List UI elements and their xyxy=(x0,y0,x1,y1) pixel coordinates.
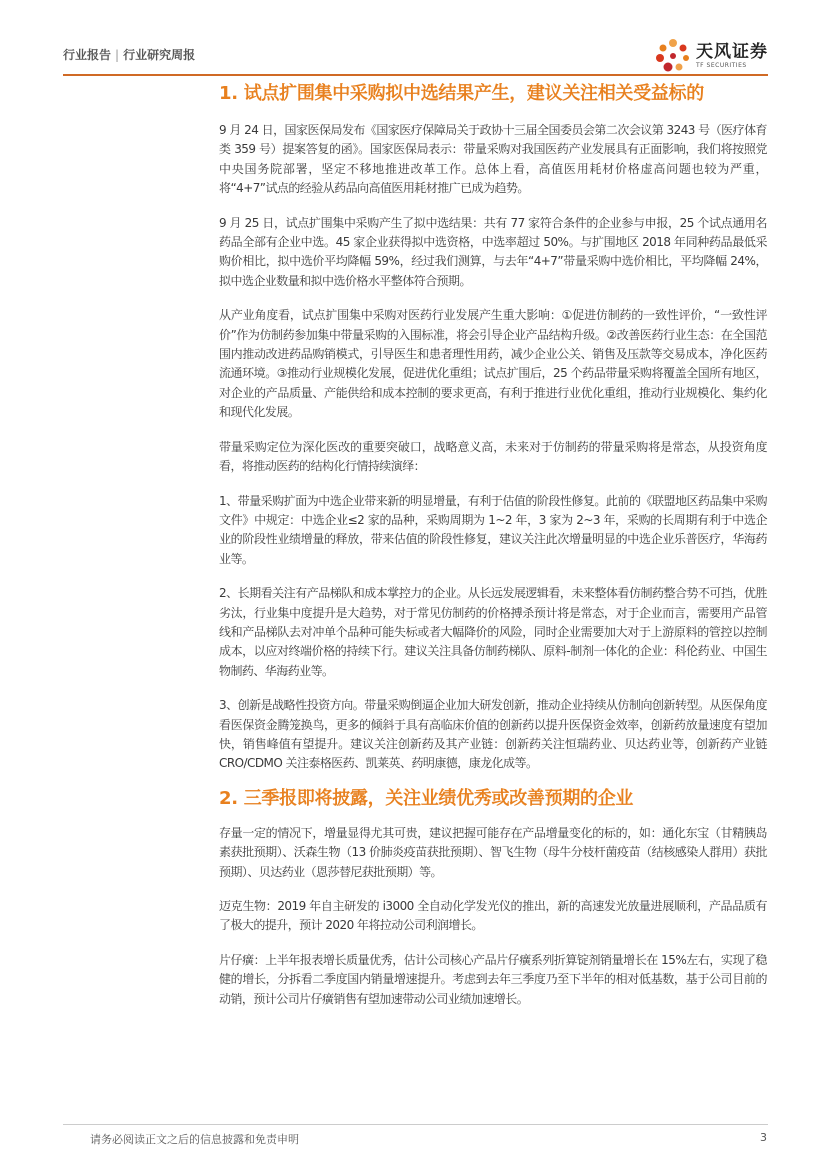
section-1-paragraph-3: 从产业角度看，试点扩围集中采购对医药行业发展产生重大影响：①促进仿制药的一致性评价，“一致性评价”作为仿制药参加集中带量采购的入围标准，将会引导企业产品结构升级。②改善医药行业生态：在全国范围内推动改进药品购销模式，引导医生和患者理性用药，减少企业公关、销售及压款等交易成本，净化医药流通环境。③推动行业规模化发展，促进优化重组；试点扩围后，25 个药品带量采购将覆盖全国所有地区，对企业的产品质量、产能供给和成本控制的要求更高，有利于推进行业优化重组，推动行业规模化、集约化和现代化发展。 xyxy=(219,308,767,420)
section-1-paragraph-6: 2、长期看关注有产品梯队和成本掌控力的企业。从长远发展逻辑看，未来整体看仿制药整合势不可挡，优胜劣汰，行业集中度提升是大趋势，对于常见仿制药的价格搏杀预计将是常态，对于企业而言，需要用产品管线和产品梯队去对冲单个品种可能失标或者大幅降价的风险，同时企业需要加大对于上游原料的管控以控制成本，以应对终端价格的持续下行。建议关注具备仿制药梯队、原料-制剂一体化的企业：科伦药业、中国生物制药、华海药业等。 xyxy=(219,586,767,678)
breadcrumb xyxy=(63,46,195,63)
section-1-paragraph-2: 9 月 25 日，试点扩围集中采购产生了拟中选结果：共有 77 家符合条件的企业参与申报，25 个试点通用名药品全部有企业中选。45 家企业获得拟中选资格，中选率超过 50%。与扩围地区 2018 年同种药品最低采购价相比，拟中选价平均降幅 59%，经过我们测算，与去年“4+7”带量采购中选价相比，平均降幅 24%，拟中选企业数量和拟中选价格水平整体符合预期。 xyxy=(219,215,767,288)
logo-chinese-name: 天风证券 xyxy=(696,41,768,62)
report-series: 行业研究周报 xyxy=(123,48,196,62)
breadcrumb-separator: | xyxy=(115,48,120,62)
company-logo xyxy=(654,38,768,74)
page-number: 3 xyxy=(760,1131,767,1144)
section-1-paragraph-1: 9 月 24 日，国家医保局发布《国家医疗保障局关于政协十三届全国委员会第二次会议第 3243 号（医疗体育类 359 号）提案答复的函》。国家医保局表示：带量采购对我国医药产业发展具有正面影响，我们将按照党中央国务院部署，坚定不移地推进改革工作。总体上看，高值医用耗材价格虚高问题也较为严重，将“4+7”试点的经验从药品向高值医用耗材推广已成为趋势。 xyxy=(219,123,767,196)
section-1-paragraph-4: 带量采购定位为深化医改的重要突破口，战略意义高，未来对于仿制药的带量采购将是常态，从投资角度看，将推动医药的结构化行情持续演绎： xyxy=(219,439,767,474)
report-body xyxy=(219,78,767,1009)
section-2-title: 2. 三季报即将披露，关注业绩优秀或改善预期的企业 xyxy=(219,787,634,809)
section-2-paragraph-2: 迈克生物：2019 年自主研发的 i3000 全自动化学发光仪的推出，新的高速发光放量进展顺利，产品品质有了极大的提升，预计 2020 年将拉动公司利润增长。 xyxy=(219,899,767,933)
page-header xyxy=(63,40,768,76)
footer-divider xyxy=(63,1124,768,1125)
logo-mark-icon xyxy=(654,38,692,74)
section-2-paragraph-1: 存量一定的情况下，增量显得尤其可贵，建议把握可能存在产品增量变化的标的，如：通化东宝（甘精胰岛素获批预期）、沃森生物（13 价肺炎疫苗获批预期）、智飞生物（母牛分枝杆菌疫苗（结核感染人群用）获批预期）、贝达药业（恩莎替尼获批预期）等。 xyxy=(219,825,767,879)
footer-disclaimer: 请务必阅读正文之后的信息披露和免责申明 xyxy=(90,1133,299,1146)
section-1-title: 1. 试点扩围集中采购拟中选结果产生，建议关注相关受益标的 xyxy=(219,83,704,104)
section-1-paragraph-5: 1、带量采购扩面为中选企业带来新的明显增量，有利于估值的阶段性修复。此前的《联盟地区药品集中采购文件》中规定：中选企业≤2 家的品种，采购周期为 1~2 年，3 家为 2~3 年，采购的长周期有利于中选企业的阶段性业绩增量的释放，带来估值的阶段性修复，建议关注此次增量明显的中选企业乐普医疗，华海药业等。 xyxy=(219,493,767,566)
section-1-paragraph-7: 3、创新是战略性投资方向。带量采购倒逼企业加大研发创新，推动企业持续从仿制向创新转型。从医保角度看医保资金腾笼换鸟，更多的倾斜于具有高临床价值的创新药以提升医保资金效率，创新药放量速度有望加快，销售峰值有望提升。建议关注创新药及其产业链：创新药关注恒瑞药业、贝达药业等，创新药产业链 CRO/CDMO 关注泰格医药、凯莱英、药明康德，康龙化成等。 xyxy=(219,698,767,771)
logo-english-name: TF SECURITIES xyxy=(696,61,747,69)
report-type: 行业报告 xyxy=(63,48,112,62)
header-divider xyxy=(63,74,768,76)
section-2-paragraph-3: 片仔癀：上半年报表增长质量优秀，估计公司核心产品片仔癀系列折算锭剂销量增长在 15%左右，实现了稳健的增长，分拆看二季度国内销量增速提升。考虑到去年三季度乃至下半年的相对低基数，基于公司目前的动销，预计公司片仔癀销售有望加速带动公司业绩加速增长。 xyxy=(219,952,767,1006)
